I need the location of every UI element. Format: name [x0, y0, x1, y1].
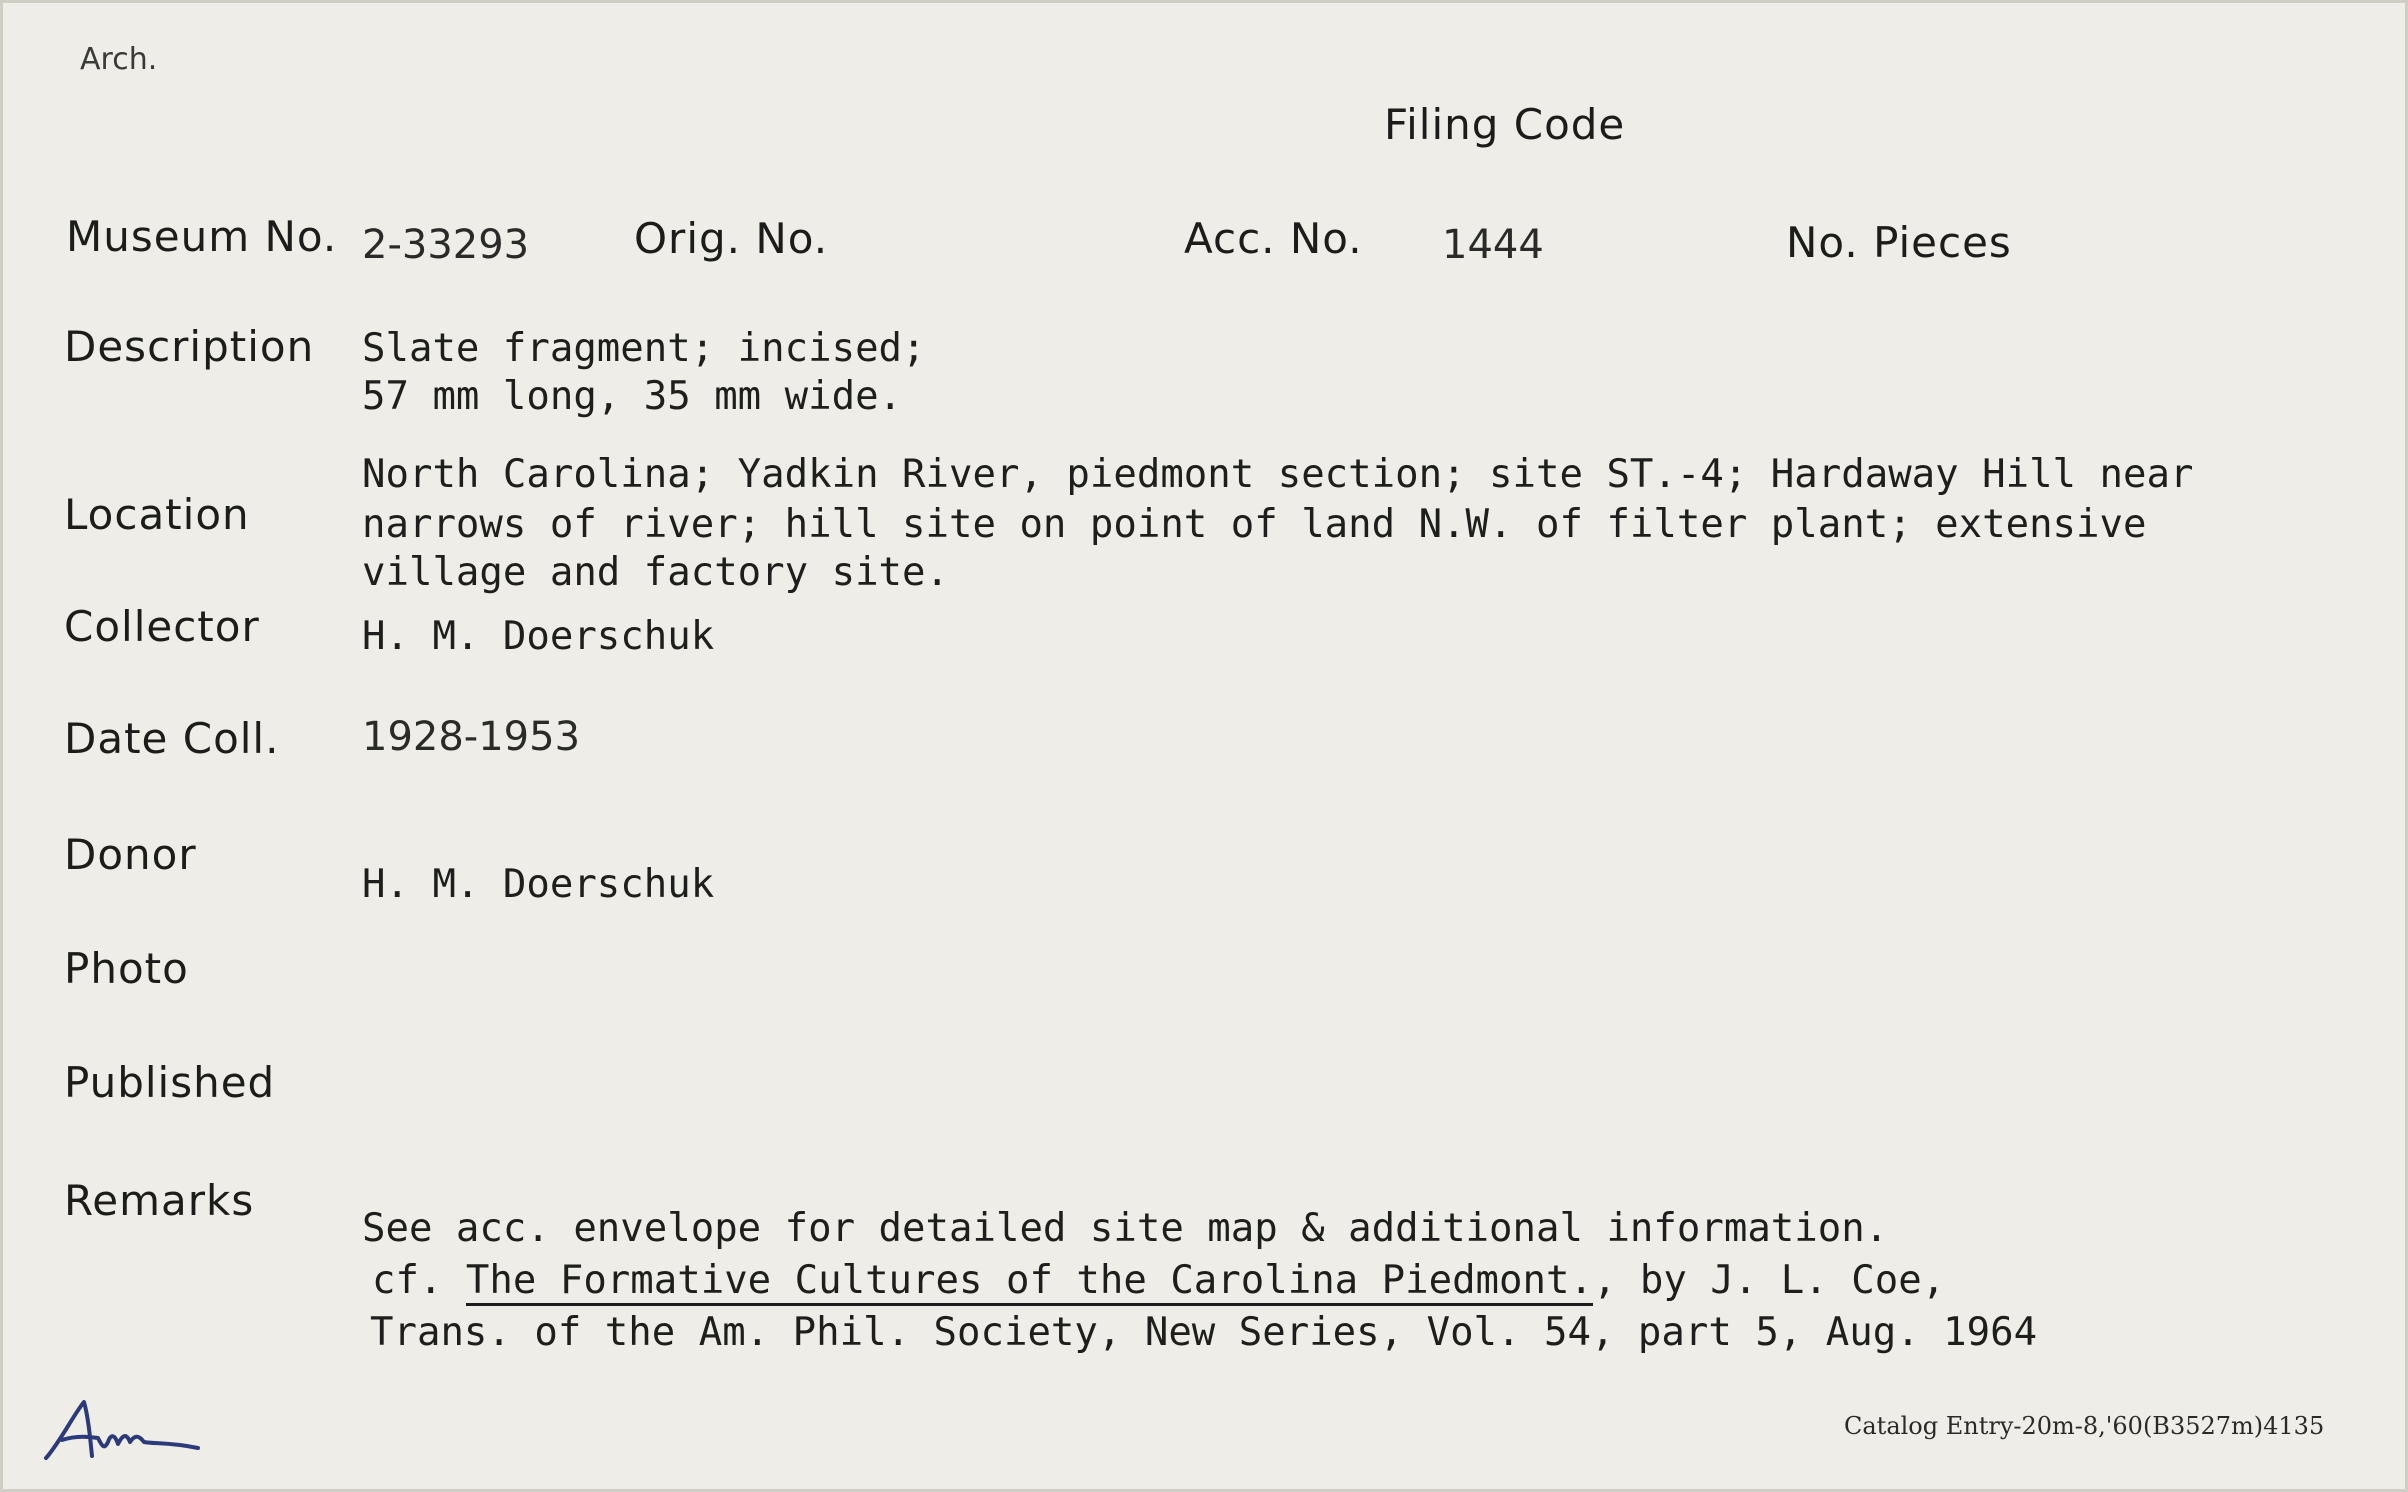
museum-no-label: Museum No. — [66, 212, 338, 261]
remarks-line-2 — [372, 1258, 1945, 1303]
collector-label: Collector — [64, 602, 260, 651]
corner-note: Arch. — [80, 42, 158, 77]
location-line-3: village and factory site. — [362, 550, 949, 595]
description-line-2: 57 mm long, 35 mm wide. — [362, 374, 903, 419]
no-pieces-label: No. Pieces — [1786, 218, 2012, 267]
acc-no-label: Acc. No. — [1184, 214, 1363, 263]
remarks-line-1: See acc. envelope for detailed site map & additional information. — [362, 1206, 1889, 1251]
acc-no-value: 1444 — [1442, 222, 1544, 268]
remarks-line-3: Trans. of the Am. Phil. Society, New Series, Vol. 54, part 5, Aug. 1964 — [370, 1310, 2038, 1355]
remarks-cited-title: The Formative Cultures of the Carolina Piedmont. — [466, 1258, 1593, 1306]
date-coll-label: Date Coll. — [64, 714, 280, 763]
photo-label: Photo — [64, 944, 189, 993]
orig-no-label: Orig. No. — [634, 214, 829, 263]
remarks-cited-author: , by J. L. Coe, — [1592, 1258, 1946, 1303]
description-label: Description — [64, 322, 315, 371]
location-line-1: North Carolina; Yadkin River, piedmont section; site ST.-4; Hardaway Hill near — [362, 452, 2194, 497]
donor-label: Donor — [64, 830, 197, 879]
location-label: Location — [64, 490, 250, 539]
location-line-2: narrows of river; hill site on point of land N.W. of filter plant; extensive — [362, 502, 2147, 547]
remarks-label: Remarks — [64, 1176, 255, 1225]
description-line-1: Slate fragment; incised; — [362, 326, 926, 371]
remarks-cf-prefix: cf. — [372, 1258, 466, 1303]
filing-code-label: Filing Code — [1384, 100, 1626, 149]
collector-value: H. M. Doerschuk — [362, 614, 715, 659]
museum-no-value: 2-33293 — [362, 222, 530, 268]
catalog-entry-footer: Catalog Entry-20m-8,'60(B3527m)4135 — [1844, 1412, 2325, 1440]
signature-icon — [38, 1392, 208, 1472]
donor-value: H. M. Doerschuk — [362, 862, 715, 907]
published-label: Published — [64, 1058, 276, 1107]
date-coll-value: 1928-1953 — [362, 714, 581, 760]
